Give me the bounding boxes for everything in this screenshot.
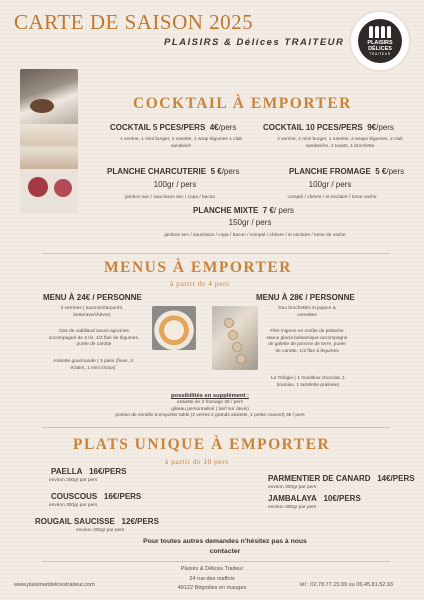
menus-subheading: à partir de 4 pers bbox=[170, 279, 230, 288]
section-divider bbox=[42, 427, 390, 428]
cocktail-10-title: COCKTAIL 10 PCES/PERS 9€/pers bbox=[263, 123, 394, 132]
menu-24-title: MENU À 24€ / PERSONNE bbox=[43, 293, 142, 302]
menu-28-photo bbox=[212, 306, 258, 370]
supplement-line-3: portion de zéraille à emporter table (2 verres 2 grands assiette, 1 petite couvert) 3€ / pers bbox=[115, 413, 305, 418]
cocktail-5-desc: 1 verrine, 1 mini burger, 1 navette, 1 wrap légumes 1 club sandwich bbox=[119, 137, 243, 149]
menu-28-line-2: Filet mignon en croûte de pistache sauce glacis balsamique accompagné de galette de pomme de terre, purée de carotte, 1/2 flan à légumes bbox=[266, 329, 348, 354]
planche-fromage-desc: compté / chèvre / st nectaire / tome vache bbox=[287, 195, 377, 200]
plat-rougail-portion: environ 300gr par pers bbox=[76, 528, 125, 533]
logo-text: PLAISIRS DÉLICES bbox=[367, 40, 393, 52]
plats-heading: PLATS UNIQUE À EMPORTER bbox=[73, 436, 331, 453]
page-subtitle: PLAISIRS & Délices TRAITEUR bbox=[164, 37, 345, 48]
supplement-line-1: assiette de 3 fromage 3€ / pers bbox=[176, 400, 244, 405]
brand-logo bbox=[349, 10, 411, 72]
menus-heading: MENUS À EMPORTER bbox=[104, 259, 292, 276]
menu-24-line-3: Assiette gourmande ( 3 pairs (fines, 3 éclairs, 1 mini choux) bbox=[53, 359, 133, 371]
cocktail-photo bbox=[20, 69, 78, 213]
footer-phone: tél : 02.78.77.15.09 ou 06.45.81.52.93 bbox=[300, 582, 393, 588]
planche-fromage-title: PLANCHE FROMAGE 5 €/pers bbox=[289, 167, 405, 176]
planche-mixte-desc: jambon sec / saucisson / copa / bacon / compté / chèvre / st nectaire / tome de vache bbox=[164, 233, 346, 238]
plat-paella: PAELLA 16€/PERS bbox=[51, 467, 127, 476]
menu-24-line-2: Dos de cabillaud sauce agrumes accompagné de 3 riz, 1/2 flan de légumes, purée de carotte bbox=[48, 329, 140, 347]
plats-subheading: à partir de 10 pers bbox=[165, 457, 229, 466]
cocktail-10-desc: 2 verrine, 1 mini burger, 1 navette, 2 wraps légumes, 2 club sandwiche, 2 toasts, 1 brochette bbox=[277, 137, 403, 149]
plat-paella-portion: environ 300gr par pers bbox=[49, 478, 98, 483]
footer-company: Plaisirs & Délices Traiteur bbox=[180, 566, 244, 572]
menu-24-line-1: 3 verrines ( saumon/tarpurée, betterave/chèvre) bbox=[60, 306, 124, 318]
planche-mixte-qty: 150gr / pers bbox=[228, 218, 272, 227]
planche-charcuterie-desc: jambon sec / saucisson sec / copa / bacon bbox=[124, 195, 216, 200]
plat-jambalaya-portion: environ 300gr par pers bbox=[268, 505, 317, 510]
plat-couscous-portion: environ 300gr par pers bbox=[49, 503, 98, 508]
menu-28-title: MENU À 28€ / PERSONNE bbox=[256, 293, 355, 302]
supplement-title: possibilités en supplément : bbox=[171, 393, 249, 399]
cocktail-heading: COCKTAIL À EMPORTER bbox=[133, 95, 352, 112]
menu-28-line-3: La Trilogie ( 1 moelleux chocolat, 1 tiramisu, 1 tartelette pralinée) bbox=[270, 376, 346, 388]
section-divider bbox=[42, 253, 390, 254]
plat-rougail: ROUGAIL SAUCISSE 12€/PERS bbox=[35, 517, 159, 526]
section-divider bbox=[42, 561, 390, 562]
supplement-line-2: gâteau personnalisé ( tarif sur devis) bbox=[171, 406, 249, 412]
logo-subtext: TRAITEUR bbox=[369, 52, 391, 56]
contact-note: Pour toutes autres demandes n'hésitez pas à nous contacter bbox=[143, 538, 307, 555]
planche-charcuterie-qty: 100gr / pers bbox=[153, 180, 197, 189]
plat-couscous: COUSCOUS 16€/PERS bbox=[51, 492, 142, 501]
logo-towers-icon bbox=[369, 26, 391, 38]
footer-city: 49122 Bégrolles en mauges bbox=[177, 585, 247, 591]
planche-charcuterie-title: PLANCHE CHARCUTERIE 5 €/pers bbox=[107, 167, 240, 176]
footer-street: 24 rue des maffois bbox=[189, 576, 235, 582]
plat-jambalaya: JAMBALAYA 10€/PERS bbox=[268, 494, 361, 503]
menu-24-photo bbox=[152, 306, 196, 350]
planche-mixte-title: PLANCHE MIXTE 7 €/ pers bbox=[193, 206, 294, 215]
planche-fromage-qty: 100gr / pers bbox=[308, 180, 352, 189]
cocktail-5-title: COCKTAIL 5 PCES/PERS 4€/pers bbox=[110, 123, 237, 132]
plat-parmentier-portion: environ 300gr par pers bbox=[268, 485, 317, 490]
page-title: CARTE DE SAISON 2025 bbox=[14, 10, 254, 34]
plat-parmentier: PARMENTIER DE CANARD 14€/PERS bbox=[268, 474, 415, 483]
footer-website[interactable]: www.plaisirsetdelicestraiteur.com bbox=[14, 582, 95, 588]
menu-28-line-1: Duo brochettes st jaques & crevettes bbox=[278, 306, 336, 318]
